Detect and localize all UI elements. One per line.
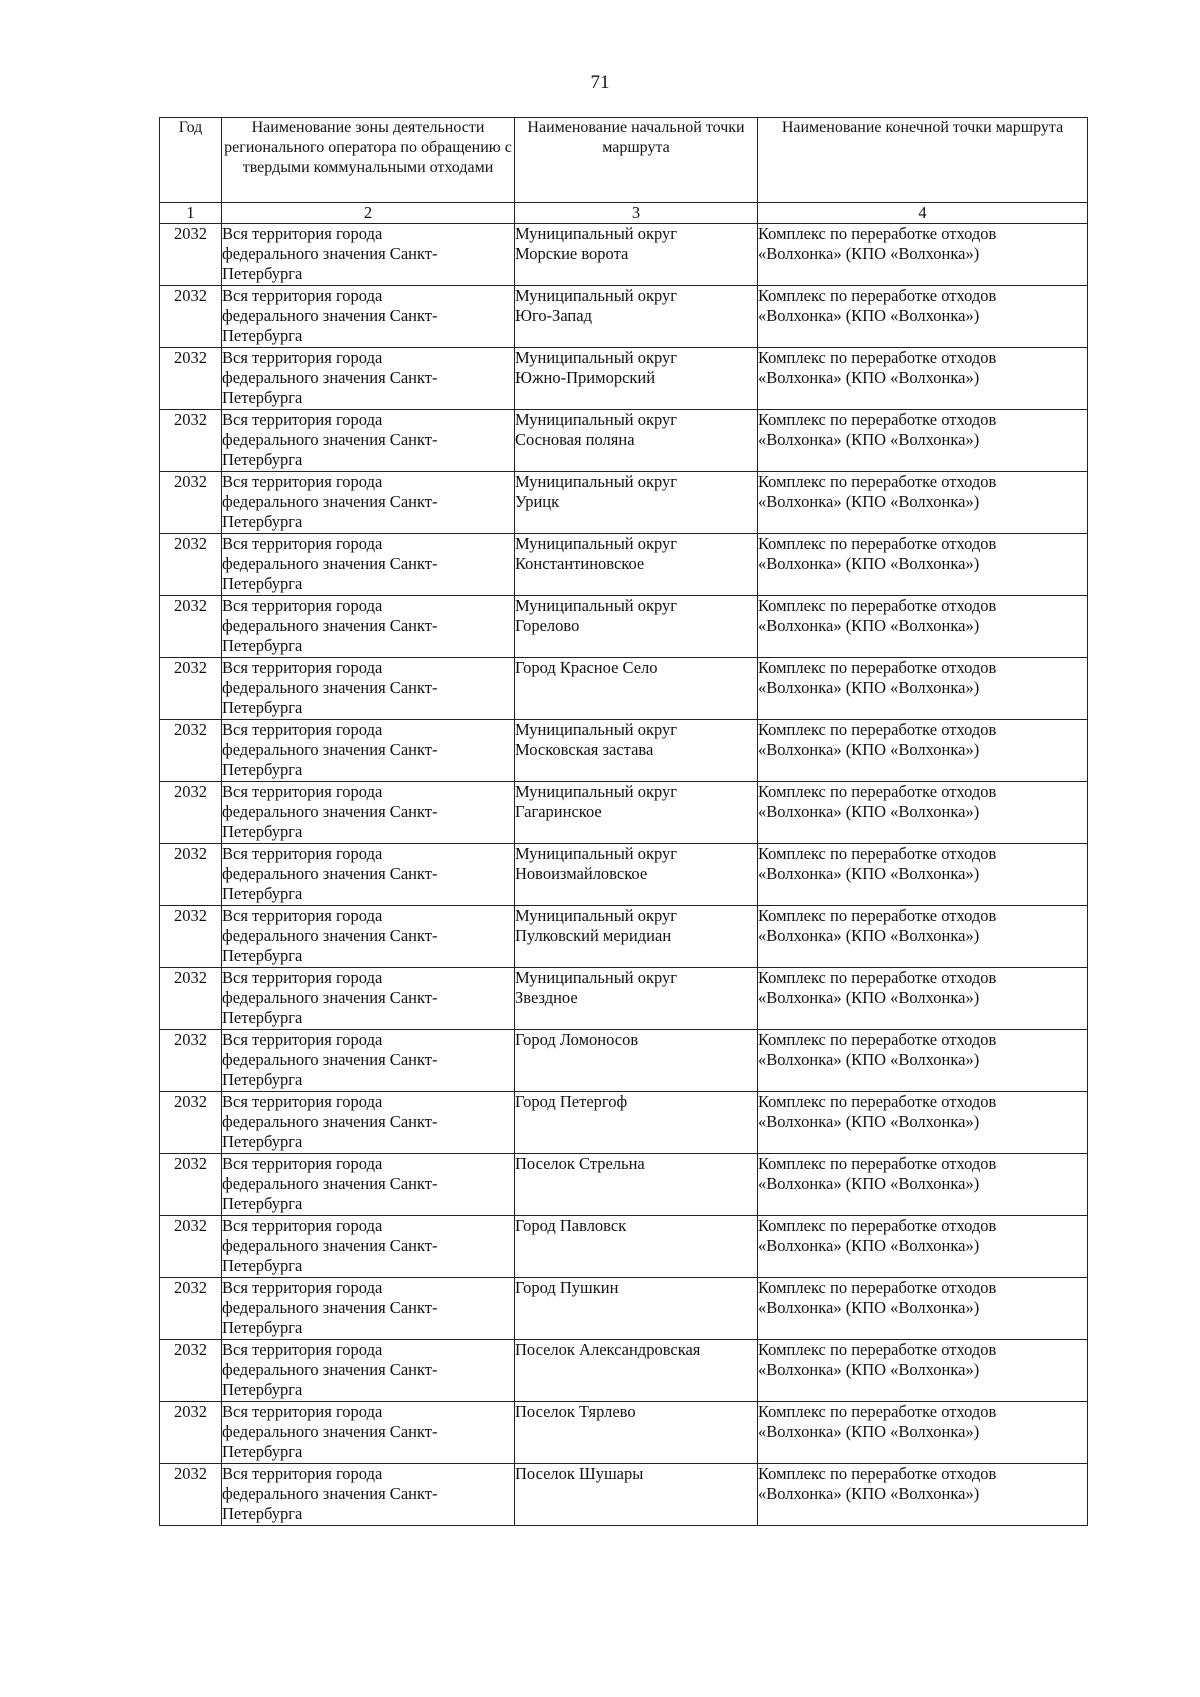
end-point-cell-line: «Волхонка» (КПО «Волхонка») [758, 1422, 980, 1441]
year-cell: 2032 [160, 906, 222, 968]
zone-cell-line: Вся территория города [222, 1464, 383, 1483]
year-cell: 2032 [160, 348, 222, 410]
end-point-cell [758, 1092, 1088, 1154]
zone-cell-line: Вся территория города [222, 1216, 383, 1235]
start-point-cell [515, 286, 758, 348]
table-row [160, 1154, 1088, 1216]
zone-cell [222, 1154, 515, 1216]
end-point-cell-line: Комплекс по переработке отходов [758, 348, 997, 367]
zone-cell-line: Петербурга [222, 822, 303, 841]
end-point-cell-line: «Волхонка» (КПО «Волхонка») [758, 306, 980, 325]
zone-cell [222, 720, 515, 782]
zone-cell-line: федерального значения Санкт- [222, 244, 438, 263]
start-point-cell-line: Поселок Александровская [515, 1340, 701, 1359]
end-point-cell-line: «Волхонка» (КПО «Волхонка») [758, 864, 980, 883]
start-point-cell-line: Южно-Приморский [515, 368, 656, 387]
start-point-cell [515, 1464, 758, 1526]
zone-cell-line: Петербурга [222, 1194, 303, 1213]
year-cell: 2032 [160, 782, 222, 844]
year-cell: 2032 [160, 1030, 222, 1092]
end-point-cell-line: Комплекс по переработке отходов [758, 1154, 997, 1173]
zone-cell-line: федерального значения Санкт- [222, 368, 438, 387]
table-row [160, 410, 1088, 472]
start-point-cell-line: Город Ломоносов [515, 1030, 639, 1049]
zone-cell [222, 968, 515, 1030]
start-point-cell-line: Урицк [515, 492, 560, 511]
zone-cell-line: Петербурга [222, 574, 303, 593]
start-point-cell [515, 1278, 758, 1340]
zone-cell-line: Петербурга [222, 884, 303, 903]
end-point-cell-line: Комплекс по переработке отходов [758, 844, 997, 863]
start-point-cell [515, 906, 758, 968]
end-point-cell [758, 1030, 1088, 1092]
zone-cell [222, 1278, 515, 1340]
start-point-cell [515, 472, 758, 534]
header-end-point: Наименование конечной точки маршрута [758, 118, 1088, 203]
header-row [160, 118, 1088, 203]
zone-cell-line: Петербурга [222, 1442, 303, 1461]
start-point-cell-line: Сосновая поляна [515, 430, 635, 449]
table-row [160, 472, 1088, 534]
column-number: 1 [160, 203, 222, 224]
table-row [160, 1402, 1088, 1464]
end-point-cell [758, 1340, 1088, 1402]
start-point-cell [515, 596, 758, 658]
end-point-cell-line: Комплекс по переработке отходов [758, 720, 997, 739]
start-point-cell-line: Город Петергоф [515, 1092, 628, 1111]
header-start-point: Наименование начальной точки маршрута [515, 118, 758, 203]
end-point-cell [758, 782, 1088, 844]
end-point-cell [758, 844, 1088, 906]
start-point-cell-line: Муниципальный округ [515, 844, 678, 863]
zone-cell-line: Петербурга [222, 388, 303, 407]
zone-cell-line: Петербурга [222, 1070, 303, 1089]
zone-cell-line: федерального значения Санкт- [222, 1298, 438, 1317]
start-point-cell [515, 1216, 758, 1278]
end-point-cell-line: Комплекс по переработке отходов [758, 1402, 997, 1421]
end-point-cell-line: «Волхонка» (КПО «Волхонка») [758, 740, 980, 759]
end-point-cell-line: «Волхонка» (КПО «Волхонка») [758, 1360, 980, 1379]
start-point-cell-line: Юго-Запад [515, 306, 592, 325]
year-cell: 2032 [160, 472, 222, 534]
zone-cell-line: Петербурга [222, 760, 303, 779]
end-point-cell-line: «Волхонка» (КПО «Волхонка») [758, 678, 980, 697]
zone-cell-line: Петербурга [222, 264, 303, 283]
start-point-cell [515, 534, 758, 596]
zone-cell-line: федерального значения Санкт- [222, 988, 438, 1007]
end-point-cell-line: Комплекс по переработке отходов [758, 224, 997, 243]
year-cell: 2032 [160, 844, 222, 906]
start-point-cell-line: Пулковский меридиан [515, 926, 672, 945]
start-point-cell [515, 1340, 758, 1402]
end-point-cell [758, 286, 1088, 348]
table-row [160, 224, 1088, 286]
header-year: Год [160, 118, 222, 203]
year-cell: 2032 [160, 1154, 222, 1216]
zone-cell-line: федерального значения Санкт- [222, 616, 438, 635]
zone-cell-line: Вся территория города [222, 348, 383, 367]
zone-cell-line: Вся территория города [222, 1092, 383, 1111]
end-point-cell-line: «Волхонка» (КПО «Волхонка») [758, 554, 980, 573]
zone-cell-line: Вся территория города [222, 1340, 383, 1359]
start-point-cell-line: Муниципальный округ [515, 410, 678, 429]
table-row [160, 968, 1088, 1030]
start-point-cell-line: Муниципальный округ [515, 782, 678, 801]
zone-cell-line: Петербурга [222, 1380, 303, 1399]
zone-cell-line: Петербурга [222, 326, 303, 345]
zone-cell-line: Петербурга [222, 946, 303, 965]
table-row [160, 658, 1088, 720]
zone-cell-line: Вся территория города [222, 720, 383, 739]
zone-cell-line: федерального значения Санкт- [222, 802, 438, 821]
zone-cell-line: федерального значения Санкт- [222, 740, 438, 759]
end-point-cell-line: «Волхонка» (КПО «Волхонка») [758, 1298, 980, 1317]
end-point-cell-line: «Волхонка» (КПО «Волхонка») [758, 492, 980, 511]
start-point-cell-line: Муниципальный округ [515, 472, 678, 491]
year-cell: 2032 [160, 1464, 222, 1526]
start-point-cell-line: Новоизмайловское [515, 864, 648, 883]
end-point-cell-line: Комплекс по переработке отходов [758, 968, 997, 987]
zone-cell-line: Вся территория города [222, 1154, 383, 1173]
zone-cell-line: федерального значения Санкт- [222, 1050, 438, 1069]
zone-cell-line: федерального значения Санкт- [222, 1112, 438, 1131]
end-point-cell-line: Комплекс по переработке отходов [758, 1340, 997, 1359]
start-point-cell [515, 1092, 758, 1154]
zone-cell-line: Вся территория города [222, 968, 383, 987]
end-point-cell [758, 1402, 1088, 1464]
table-row [160, 906, 1088, 968]
zone-cell-line: Вся территория города [222, 596, 383, 615]
zone-cell [222, 844, 515, 906]
start-point-cell [515, 720, 758, 782]
zone-cell-line: Вся территория города [222, 410, 383, 429]
year-cell: 2032 [160, 720, 222, 782]
zone-cell [222, 224, 515, 286]
start-point-cell-line: Муниципальный округ [515, 348, 678, 367]
year-cell: 2032 [160, 968, 222, 1030]
zone-cell [222, 1092, 515, 1154]
year-cell: 2032 [160, 1340, 222, 1402]
routes-table [159, 117, 1088, 1526]
table-row [160, 1464, 1088, 1526]
table-body [160, 224, 1088, 1526]
table-row [160, 844, 1088, 906]
start-point-cell [515, 1402, 758, 1464]
start-point-cell-line: Гагаринское [515, 802, 602, 821]
column-number: 4 [758, 203, 1088, 224]
table-row [160, 534, 1088, 596]
table-row [160, 1030, 1088, 1092]
zone-cell-line: Вся территория города [222, 472, 383, 491]
end-point-cell-line: Комплекс по переработке отходов [758, 1030, 997, 1049]
year-cell: 2032 [160, 1278, 222, 1340]
zone-cell-line: Петербурга [222, 512, 303, 531]
start-point-cell-line: Муниципальный округ [515, 906, 678, 925]
zone-cell [222, 906, 515, 968]
zone-cell-line: федерального значения Санкт- [222, 1360, 438, 1379]
zone-cell-line: Петербурга [222, 636, 303, 655]
column-number: 2 [222, 203, 515, 224]
start-point-cell-line: Муниципальный округ [515, 224, 678, 243]
end-point-cell [758, 534, 1088, 596]
year-cell: 2032 [160, 1092, 222, 1154]
zone-cell [222, 1216, 515, 1278]
zone-cell [222, 782, 515, 844]
zone-cell [222, 596, 515, 658]
end-point-cell-line: «Волхонка» (КПО «Волхонка») [758, 1050, 980, 1069]
end-point-cell-line: Комплекс по переработке отходов [758, 906, 997, 925]
table-row [160, 348, 1088, 410]
table-row [160, 1278, 1088, 1340]
year-cell: 2032 [160, 596, 222, 658]
start-point-cell [515, 410, 758, 472]
end-point-cell-line: Комплекс по переработке отходов [758, 658, 997, 677]
zone-cell-line: Петербурга [222, 1504, 303, 1523]
end-point-cell-line: «Волхонка» (КПО «Волхонка») [758, 926, 980, 945]
table-row [160, 1340, 1088, 1402]
zone-cell-line: Вся территория города [222, 844, 383, 863]
start-point-cell-line: Город Павловск [515, 1216, 627, 1235]
zone-cell-line: федерального значения Санкт- [222, 1236, 438, 1255]
start-point-cell-line: Поселок Стрельна [515, 1154, 645, 1173]
table-row [160, 1092, 1088, 1154]
zone-cell-line: федерального значения Санкт- [222, 1422, 438, 1441]
zone-cell [222, 1402, 515, 1464]
start-point-cell-line: Московская застава [515, 740, 654, 759]
start-point-cell [515, 658, 758, 720]
zone-cell-line: федерального значения Санкт- [222, 430, 438, 449]
start-point-cell [515, 348, 758, 410]
end-point-cell-line: Комплекс по переработке отходов [758, 1216, 997, 1235]
zone-cell-line: Вся территория города [222, 1278, 383, 1297]
zone-cell [222, 1340, 515, 1402]
end-point-cell-line: Комплекс по переработке отходов [758, 1464, 997, 1483]
start-point-cell-line: Муниципальный округ [515, 286, 678, 305]
end-point-cell [758, 1278, 1088, 1340]
end-point-cell-line: «Волхонка» (КПО «Волхонка») [758, 430, 980, 449]
end-point-cell-line: «Волхонка» (КПО «Волхонка») [758, 1112, 980, 1131]
zone-cell-line: федерального значения Санкт- [222, 678, 438, 697]
end-point-cell [758, 1464, 1088, 1526]
end-point-cell [758, 596, 1088, 658]
zone-cell-line: Вся территория города [222, 906, 383, 925]
year-cell: 2032 [160, 286, 222, 348]
zone-cell [222, 472, 515, 534]
start-point-cell-line: Поселок Тярлево [515, 1402, 636, 1421]
zone-cell-line: федерального значения Санкт- [222, 554, 438, 573]
end-point-cell-line: «Волхонка» (КПО «Волхонка») [758, 616, 980, 635]
end-point-cell-line: Комплекс по переработке отходов [758, 1092, 997, 1111]
zone-cell-line: Вся территория города [222, 534, 383, 553]
start-point-cell-line: Поселок Шушары [515, 1464, 644, 1483]
table-row [160, 596, 1088, 658]
table-row [160, 782, 1088, 844]
start-point-cell [515, 224, 758, 286]
zone-cell-line: Вся территория города [222, 1030, 383, 1049]
end-point-cell [758, 224, 1088, 286]
end-point-cell [758, 410, 1088, 472]
start-point-cell-line: Муниципальный округ [515, 968, 678, 987]
end-point-cell [758, 658, 1088, 720]
start-point-cell-line: Константиновское [515, 554, 645, 573]
zone-cell-line: Петербурга [222, 1318, 303, 1337]
end-point-cell-line: «Волхонка» (КПО «Волхонка») [758, 1174, 980, 1193]
column-number-row [160, 203, 1088, 224]
end-point-cell-line: Комплекс по переработке отходов [758, 782, 997, 801]
end-point-cell [758, 1216, 1088, 1278]
zone-cell-line: Вся территория города [222, 224, 383, 243]
zone-cell-line: Петербурга [222, 698, 303, 717]
end-point-cell-line: Комплекс по переработке отходов [758, 596, 997, 615]
end-point-cell-line: Комплекс по переработке отходов [758, 286, 997, 305]
end-point-cell-line: «Волхонка» (КПО «Волхонка») [758, 988, 980, 1007]
start-point-cell [515, 1030, 758, 1092]
start-point-cell [515, 968, 758, 1030]
start-point-cell [515, 1154, 758, 1216]
end-point-cell-line: «Волхонка» (КПО «Волхонка») [758, 802, 980, 821]
zone-cell-line: Петербурга [222, 1132, 303, 1151]
zone-cell-line: федерального значения Санкт- [222, 492, 438, 511]
year-cell: 2032 [160, 658, 222, 720]
end-point-cell-line: «Волхонка» (КПО «Волхонка») [758, 244, 980, 263]
start-point-cell-line: Морские ворота [515, 244, 629, 263]
end-point-cell-line: «Волхонка» (КПО «Волхонка») [758, 1236, 980, 1255]
start-point-cell-line: Город Красное Село [515, 658, 658, 677]
start-point-cell [515, 844, 758, 906]
start-point-cell [515, 782, 758, 844]
table-row [160, 1216, 1088, 1278]
zone-cell [222, 1464, 515, 1526]
year-cell: 2032 [160, 1216, 222, 1278]
year-cell: 2032 [160, 224, 222, 286]
table-row [160, 720, 1088, 782]
header-zone: Наименование зоны деятельности регионального оператора по обращению с твердыми коммунальными отходами [222, 118, 515, 203]
year-cell: 2032 [160, 410, 222, 472]
column-number: 3 [515, 203, 758, 224]
end-point-cell [758, 1154, 1088, 1216]
zone-cell [222, 658, 515, 720]
start-point-cell-line: Муниципальный округ [515, 596, 678, 615]
start-point-cell-line: Муниципальный округ [515, 720, 678, 739]
zone-cell-line: федерального значения Санкт- [222, 864, 438, 883]
end-point-cell [758, 348, 1088, 410]
year-cell: 2032 [160, 1402, 222, 1464]
table-row [160, 286, 1088, 348]
end-point-cell [758, 472, 1088, 534]
zone-cell [222, 348, 515, 410]
zone-cell-line: Вся территория города [222, 1402, 383, 1421]
zone-cell [222, 286, 515, 348]
zone-cell-line: Петербурга [222, 1256, 303, 1275]
start-point-cell-line: Звездное [515, 988, 578, 1007]
zone-cell-line: Петербурга [222, 450, 303, 469]
start-point-cell-line: Город Пушкин [515, 1278, 619, 1297]
end-point-cell-line: «Волхонка» (КПО «Волхонка») [758, 1484, 980, 1503]
end-point-cell-line: Комплекс по переработке отходов [758, 534, 997, 553]
end-point-cell-line: Комплекс по переработке отходов [758, 410, 997, 429]
end-point-cell [758, 968, 1088, 1030]
zone-cell-line: федерального значения Санкт- [222, 1484, 438, 1503]
zone-cell-line: федерального значения Санкт- [222, 1174, 438, 1193]
page-number: 71 [590, 72, 610, 93]
year-cell: 2032 [160, 534, 222, 596]
end-point-cell-line: «Волхонка» (КПО «Волхонка») [758, 368, 980, 387]
zone-cell-line: Вся территория города [222, 782, 383, 801]
start-point-cell-line: Горелово [515, 616, 580, 635]
zone-cell-line: Петербурга [222, 1008, 303, 1027]
end-point-cell [758, 906, 1088, 968]
zone-cell [222, 1030, 515, 1092]
end-point-cell-line: Комплекс по переработке отходов [758, 472, 997, 491]
zone-cell-line: Вся территория города [222, 658, 383, 677]
zone-cell-line: федерального значения Санкт- [222, 926, 438, 945]
end-point-cell-line: Комплекс по переработке отходов [758, 1278, 997, 1297]
zone-cell [222, 534, 515, 596]
zone-cell-line: федерального значения Санкт- [222, 306, 438, 325]
zone-cell [222, 410, 515, 472]
end-point-cell [758, 720, 1088, 782]
zone-cell-line: Вся территория города [222, 286, 383, 305]
start-point-cell-line: Муниципальный округ [515, 534, 678, 553]
